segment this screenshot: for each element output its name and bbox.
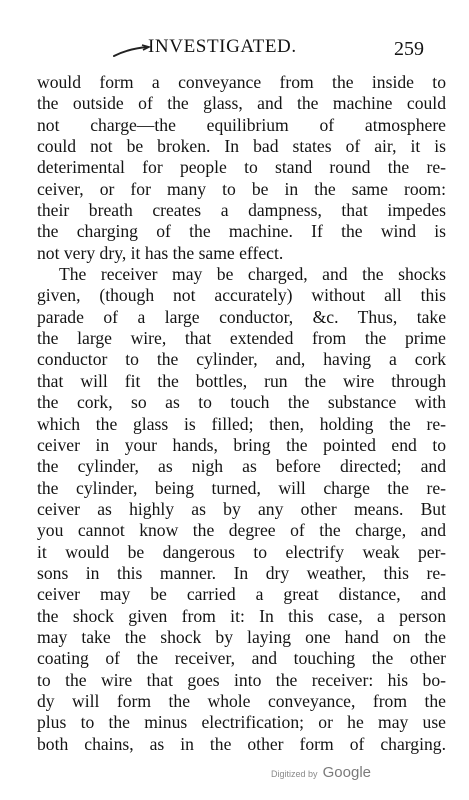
digitized-by-label: Digitized by — [271, 769, 318, 779]
text-line: could not be broken. In bad states of air, it is — [37, 136, 446, 157]
text-line: dy will form the whole conveyance, from the — [37, 690, 446, 711]
text-line: deterimental for people to stand round the re- — [37, 157, 446, 178]
text-line: given, (though not accurately) without all this — [37, 285, 446, 306]
text-line: would form a conveyance from the inside to — [37, 72, 446, 92]
text-line: both chains, as in the other form of charging. — [37, 733, 446, 754]
text-line: the cork, so as to touch the substance with — [37, 392, 446, 413]
running-title: INVESTIGATED. — [148, 36, 297, 57]
text-line: ceiver, or for many to be in the same room: — [37, 178, 446, 199]
text-line: the cylinder, being turned, will charge the re- — [37, 477, 446, 498]
text-line: you cannot know the degree of the charge, and — [37, 520, 446, 541]
page-number: 259 — [394, 38, 424, 60]
text-line: to the wire that goes into the receiver: his bo- — [37, 669, 446, 690]
text-line: it would be dangerous to electrify weak per- — [37, 541, 446, 562]
paragraph-1 — [37, 72, 446, 264]
text-line: the large wire, that extended from the prime — [37, 328, 446, 349]
digitization-credit — [271, 762, 371, 781]
paragraph-2 — [37, 264, 446, 755]
text-line: the outside of the glass, and the machine could — [37, 93, 446, 114]
text-line: ceiver may be carried a great distance, and — [37, 584, 446, 605]
text-line: coating of the receiver, and touching the other — [37, 648, 446, 669]
text-line: sons in this manner. In dry weather, this re- — [37, 562, 446, 583]
google-wordmark: Google — [322, 764, 371, 781]
running-header — [0, 36, 469, 60]
text-line: which the glass is filled; then, holding the re- — [37, 413, 446, 434]
text-line: that will fit the bottles, run the wire through — [37, 370, 446, 391]
text-line: parade of a large conductor, &c. Thus, take — [37, 306, 446, 327]
text-line: conductor to the cylinder, and, having a cork — [37, 349, 446, 370]
text-line: plus to the minus electrification; or he may use — [37, 712, 446, 733]
body-text — [37, 72, 446, 755]
text-line: the charging of the machine. If the wind is — [37, 221, 446, 242]
text-line: not very dry, it has the same effect. — [37, 242, 284, 263]
text-line: The receiver may be charged, and the shocks — [59, 264, 446, 285]
text-line: the cylinder, as nigh as before directed; and — [37, 456, 446, 477]
text-line: the shock given from it: In this case, a person — [37, 605, 446, 626]
text-line: ceiver as highly as by any other means. But — [37, 498, 446, 519]
text-line: may take the shock by laying one hand on the — [37, 626, 446, 647]
text-line: not charge—the equilibrium of atmosphere — [37, 114, 446, 135]
text-line: their breath creates a dampness, that impedes — [37, 200, 446, 221]
text-line: ceiver in your hands, bring the pointed end to — [37, 434, 446, 455]
